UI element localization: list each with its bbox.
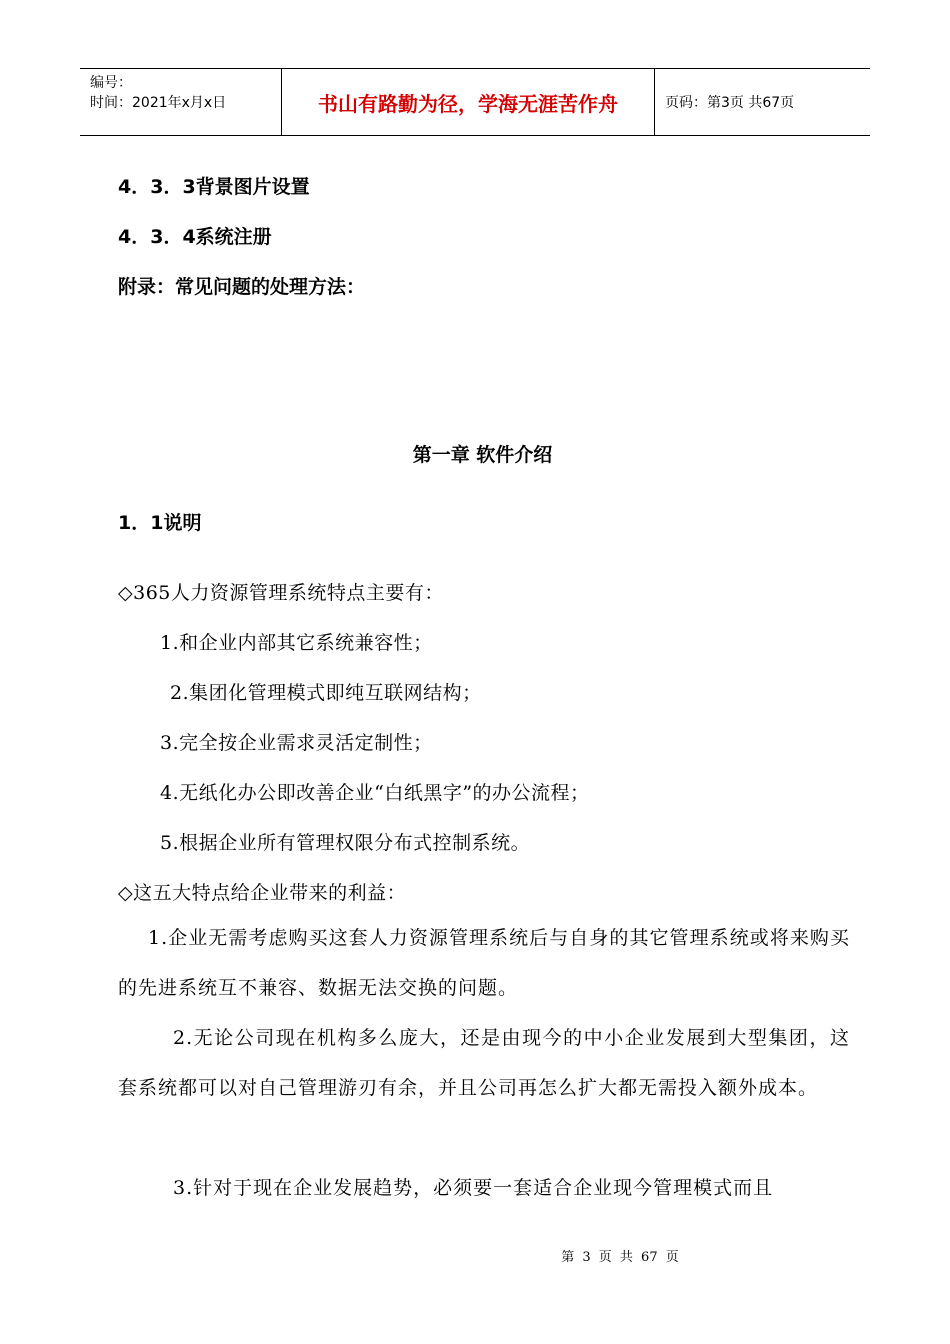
header-motto: 书山有路勤为径，学海无涯苦作舟	[281, 69, 655, 135]
section-title: 1．1说明	[118, 512, 202, 534]
feature-item: 1.和企业内部其它系统兼容性；	[160, 632, 433, 654]
features-intro: ◇365人力资源管理系统特点主要有：	[118, 582, 444, 604]
header-meta	[80, 69, 281, 135]
feature-item: 4.无纸化办公即改善企业“白纸黑字”的办公流程；	[160, 782, 590, 804]
benefit-paragraph: 1.企业无需考虑购买这套人力资源管理系统后与自身的其它管理系统或将来购买的先进系统互不兼容、数据无法交换的问题。	[118, 927, 850, 999]
page-header	[80, 68, 870, 136]
benefit-paragraph: 3.针对于现在企业发展趋势，必须要一套适合企业现今管理模式而且	[173, 1177, 774, 1199]
feature-item: 2.集团化管理模式即纯互联网结构；	[170, 682, 482, 704]
page-footer: 第 3 页 共 67 页	[561, 1250, 679, 1265]
toc-item: 4．3．3背景图片设置	[118, 176, 310, 198]
header-page-info: 页码：第3页 共67页	[665, 95, 795, 111]
feature-item: 5.根据企业所有管理权限分布式控制系统。	[160, 832, 531, 854]
benefit-paragraph: 2.无论公司现在机构多么庞大，还是由现今的中小企业发展到大型集团，这套系统都可以对自己管理游刃有余，并且公司再怎么扩大都无需投入额外成本。	[118, 1027, 850, 1099]
header-number-label: 编号：	[90, 75, 132, 91]
chapter-title: 第一章 软件介绍	[412, 444, 553, 466]
toc-item: 4．3．4系统注册	[118, 226, 272, 248]
benefits-intro: ◇这五大特点给企业带来的利益：	[118, 882, 407, 904]
header-date-label: 时间：2021年x月x日	[90, 95, 227, 111]
toc-item: 附录：常见问题的处理方法：	[118, 276, 366, 298]
feature-item: 3.完全按企业需求灵活定制性；	[160, 732, 433, 754]
